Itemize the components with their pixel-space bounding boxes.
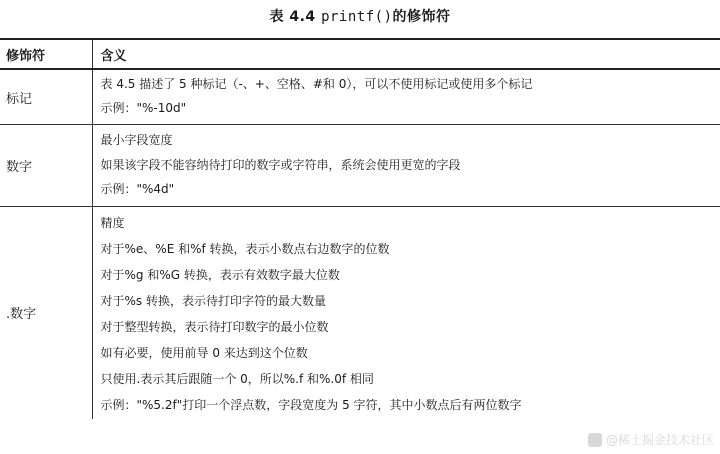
modifier-cell: .数字 — [0, 206, 92, 419]
juejin-logo-icon — [588, 433, 602, 447]
meaning-line: 示例："%-10d" — [100, 101, 187, 115]
meaning-line: 对于%s 转换，表示待打印字符的最大数量 — [100, 293, 326, 308]
meaning-line: 如有必要，使用前导 0 来达到这个位数 — [100, 345, 308, 360]
meaning-cell — [92, 69, 720, 125]
table-row — [0, 69, 720, 125]
caption-suffix: 的修饰符 — [392, 9, 451, 25]
meaning-line: 对于%g 和%G 转换，表示有效数字最大位数 — [100, 267, 340, 282]
meaning-line: 示例："%4d" — [100, 182, 175, 197]
watermark-text: @稀土掘金技术社区 — [605, 433, 714, 447]
modifier-table — [0, 38, 720, 419]
header-modifier: 修饰符 — [0, 39, 92, 69]
modifier-cell: 数字 — [0, 125, 92, 207]
meaning-line: 精度 — [100, 215, 125, 230]
table-caption — [0, 6, 720, 26]
caption-code: printf() — [321, 9, 393, 25]
modifier-cell: 标记 — [0, 69, 92, 125]
watermark — [588, 431, 714, 448]
meaning-line: 如果该字段不能容纳待打印的数字或字符串，系统会使用更宽的字段 — [100, 157, 461, 172]
meaning-cell — [92, 125, 720, 207]
meaning-cell — [92, 206, 720, 419]
table-row — [0, 206, 720, 419]
table-header-row — [0, 39, 720, 69]
meaning-line: 只使用.表示其后跟随一个 0，所以%.f 和%.0f 相同 — [100, 371, 374, 386]
table-row — [0, 125, 720, 207]
meaning-line: 最小字段宽度 — [100, 133, 173, 147]
meaning-line: 对于整型转换，表示待打印数字的最小位数 — [100, 319, 329, 334]
meaning-line: 对于%e、%E 和%f 转换，表示小数点右边数字的位数 — [100, 241, 390, 256]
meaning-line: 表 4.5 描述了 5 种标记（-、+、空格、#和 0），可以不使用标记或使用多个标记 — [100, 77, 533, 91]
header-meaning: 含义 — [92, 39, 720, 69]
caption-prefix: 表 4.4 — [269, 9, 316, 25]
meaning-line: 示例："%5.2f"打印一个浮点数，字段宽度为 5 字符，其中小数点后有两位数字 — [100, 397, 522, 412]
